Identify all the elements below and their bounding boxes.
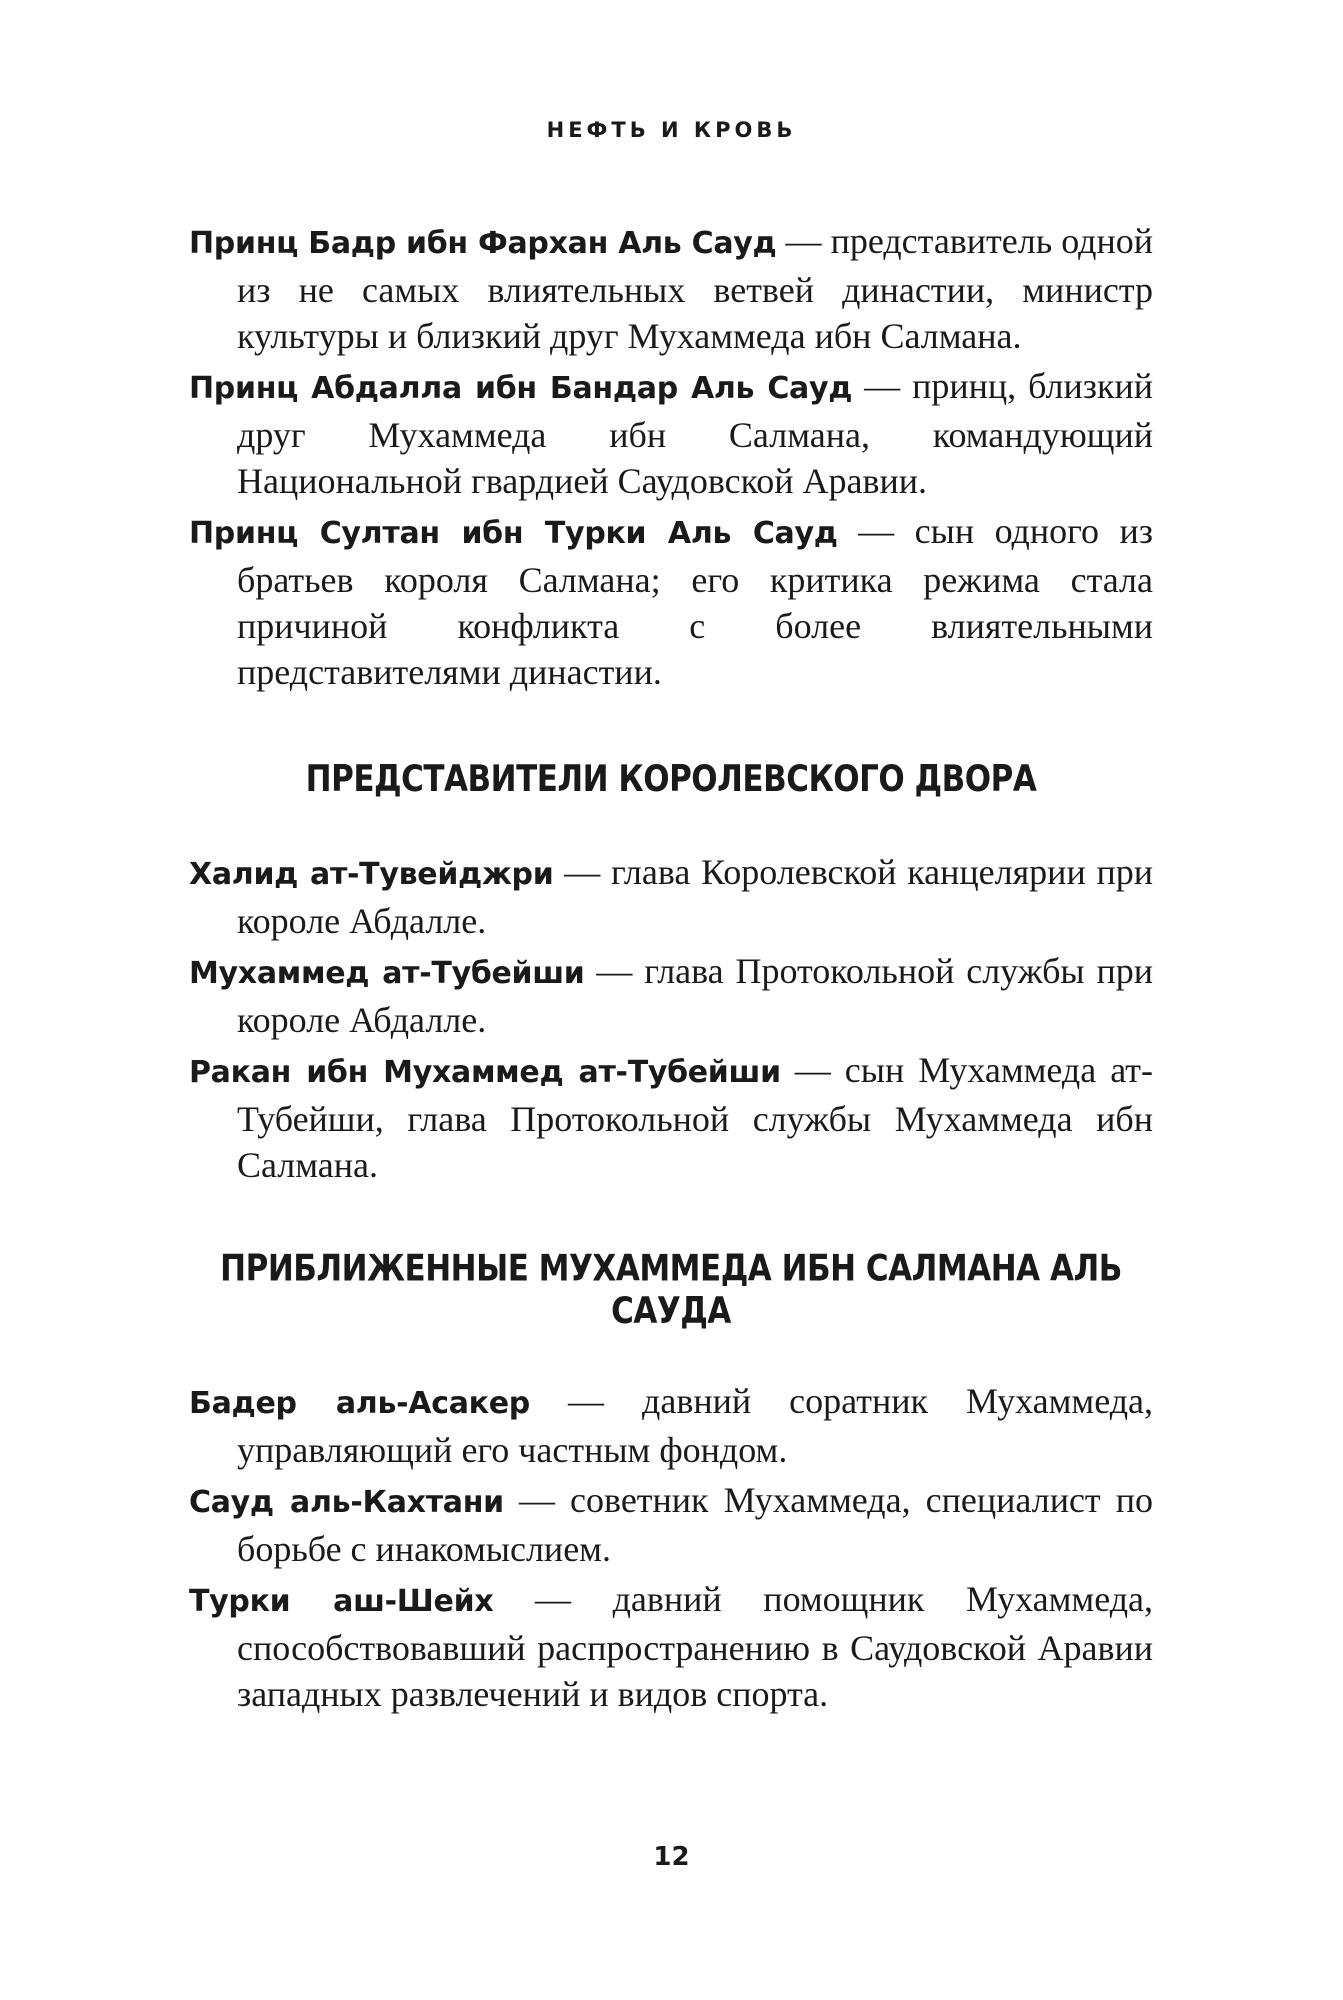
- entry-name: Мухаммед ат-Тубейши: [189, 956, 585, 991]
- list-item: [189, 948, 1153, 1043]
- list-item: [189, 1378, 1153, 1473]
- list-item: [189, 1576, 1153, 1717]
- entry-name: Ракан ибн Мухаммед ат-Тубейши: [189, 1055, 781, 1090]
- entry-description: — сын одного из братьев короля Салмана; его критика режима стала причиной конфликта с более влиятельными представителями династии.: [237, 511, 1153, 692]
- list-item: [189, 1477, 1153, 1572]
- running-title: НЕФТЬ И КРОВЬ: [546, 118, 797, 142]
- entry-name: Турки аш-Шейх: [189, 1584, 494, 1619]
- entry-description: — принц, близкий друг Мухаммеда ибн Салмана, командующий Национальной гвардией Саудовской Аравии.: [237, 366, 1153, 501]
- entry-name: Принц Абдалла ибн Бандар Аль Сауд: [189, 371, 853, 406]
- entry-description: — представитель одной из не самых влиятельных ветвей династии, министр культуры и близкий друг Мухаммеда ибн Салмана.: [237, 221, 1153, 356]
- list-item: [189, 849, 1153, 944]
- entry-description: — глава Протокольной службы при короле Абдалле.: [237, 951, 1153, 1040]
- entry-description: — давний соратник Мухаммеда, управляющий его частным фондом.: [237, 1381, 1153, 1470]
- entry-name: Принц Султан ибн Турки Аль Сауд: [189, 516, 838, 551]
- list-item: [189, 1047, 1153, 1188]
- entry-description: — давний помощник Мухаммеда, способствовавший распространению в Саудовской Аравии западных развлечений и видов спорта.: [237, 1579, 1153, 1714]
- page-number: 12: [653, 1842, 690, 1872]
- entry-name: Сауд аль-Кахтани: [189, 1485, 504, 1520]
- entry-name: Халид ат-Тувейджри: [189, 857, 554, 892]
- entry-name: Принц Бадр ибн Фархан Аль Сауд: [189, 226, 777, 261]
- list-item: [189, 363, 1153, 504]
- entry-description: — советник Мухаммеда, специалист по борьбе с инакомыслием.: [237, 1480, 1154, 1569]
- section-heading-associates: ПРИБЛИЖЕННЫЕ МУХАММЕДА ИБН САЛМАНА АЛЬ САУДА: [220, 1247, 1122, 1333]
- section-heading-royal-court: ПРЕДСТАВИТЕЛИ КОРОЛЕВСКОГО ДВОРА: [305, 757, 1037, 801]
- list-item: [189, 508, 1153, 695]
- page-content: [189, 218, 1153, 1721]
- list-item: [189, 218, 1153, 359]
- entry-description: — глава Королевской канцелярии при короле Абдалле.: [237, 852, 1153, 941]
- entry-name: Бадер аль-Асакер: [189, 1386, 530, 1421]
- entry-description: — сын Мухаммеда ат-Тубейши, глава Протокольной службы Мухаммеда ибн Салмана.: [237, 1050, 1153, 1185]
